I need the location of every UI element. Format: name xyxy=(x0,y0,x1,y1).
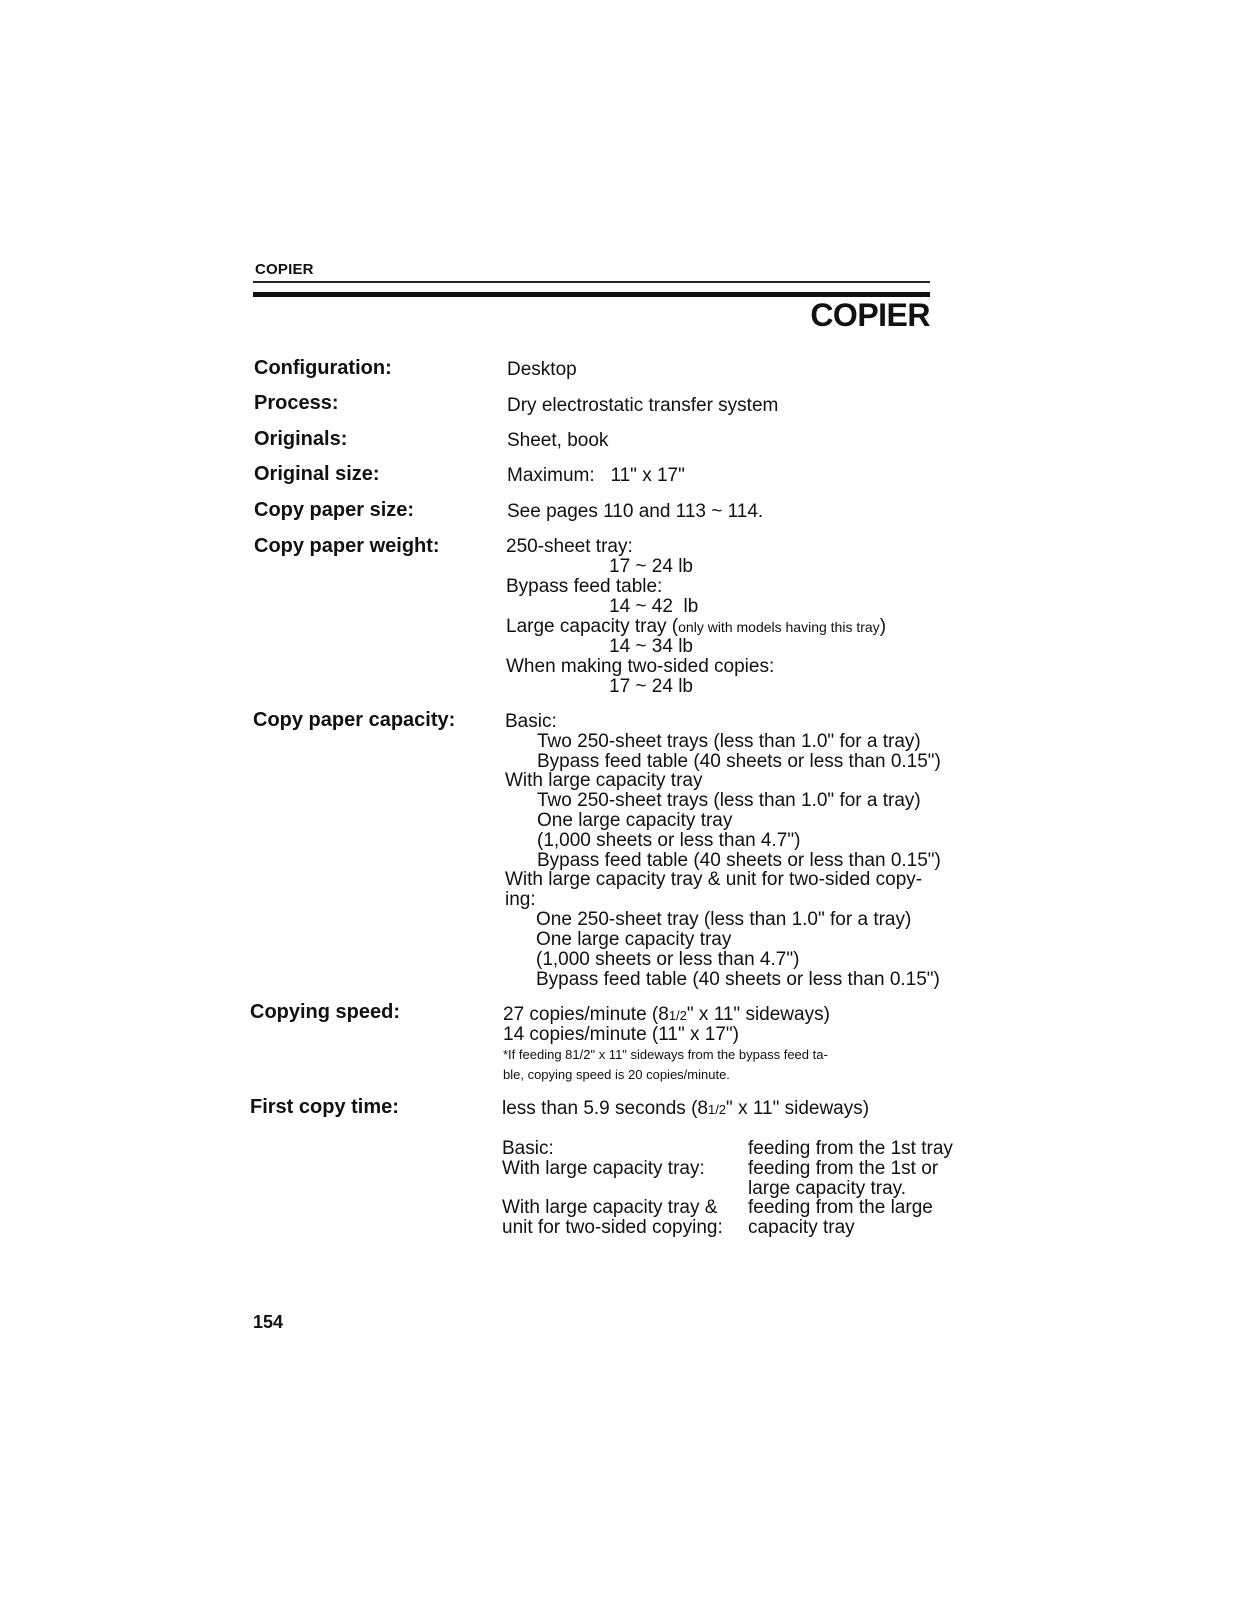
originals-value: Sheet, book xyxy=(507,430,609,451)
copying-speed-note-1 xyxy=(503,1045,828,1065)
capacity-line: One large capacity tray xyxy=(537,810,733,831)
copying-speed-line-1-b: " x 11" sideways) xyxy=(686,1004,830,1025)
running-head: COPIER xyxy=(255,261,314,278)
bypass-weight-value: 14 ~ 42 lb xyxy=(609,596,699,617)
capacity-line: Two 250-sheet trays (less than 1.0" for a tray) xyxy=(537,790,921,811)
large-weight-close: ) xyxy=(879,616,887,637)
first-copy-time-label: First copy time: xyxy=(250,1096,399,1118)
first-copy-time-value-b: " x 11" sideways) xyxy=(726,1098,870,1119)
first-copy-row-right: large capacity tray. xyxy=(748,1178,907,1199)
bypass-weight-heading: Bypass feed table: xyxy=(506,576,663,597)
capacity-line: (1,000 sheets or less than 4.7") xyxy=(537,830,801,851)
large-weight-heading xyxy=(506,617,886,637)
capacity-line: One large capacity tray xyxy=(536,929,732,950)
original-size-label: Original size: xyxy=(254,463,380,485)
copy-paper-capacity-label: Copy paper capacity: xyxy=(253,709,456,731)
fraction-half: 1/2 xyxy=(572,1047,591,1062)
first-copy-time-value-a: less than 5.9 seconds (8 xyxy=(502,1098,708,1119)
fraction-half: 1/2 xyxy=(707,1102,727,1117)
copy-paper-size-value: See pages 110 and 113 ~ 114. xyxy=(507,501,764,522)
page-number: 154 xyxy=(253,1312,284,1332)
header-rule-thin xyxy=(253,281,930,283)
tray-weight-heading: 250-sheet tray: xyxy=(506,536,633,557)
capacity-line: Bypass feed table (40 sheets or less than 0.15") xyxy=(537,850,941,871)
first-copy-row-right: feeding from the 1st or xyxy=(748,1158,939,1179)
copying-speed-label: Copying speed: xyxy=(250,1001,401,1023)
process-label: Process: xyxy=(254,392,339,414)
capacity-line: One 250-sheet tray (less than 1.0" for a tray) xyxy=(536,909,912,930)
capacity-line: With large capacity tray xyxy=(505,770,703,791)
capacity-line: ing: xyxy=(505,889,536,910)
capacity-line: (1,000 sheets or less than 4.7") xyxy=(536,949,800,970)
configuration-label: Configuration: xyxy=(254,357,392,379)
copying-speed-note-1-b: " x 11" sideways from the bypass feed ta- xyxy=(590,1047,828,1062)
copy-paper-weight-label: Copy paper weight: xyxy=(254,535,440,557)
capacity-line: With large capacity tray & unit for two-sided copy- xyxy=(505,869,923,890)
capacity-line: Basic: xyxy=(505,711,557,732)
large-weight-value: 14 ~ 34 lb xyxy=(609,636,693,657)
originals-label: Originals: xyxy=(254,428,348,450)
large-weight-note: only with models having this tray xyxy=(678,619,880,635)
copying-speed-note-2: ble, copying speed is 20 copies/minute. xyxy=(503,1067,730,1082)
first-copy-row-right: feeding from the large xyxy=(748,1197,933,1218)
duplex-weight-value: 17 ~ 24 lb xyxy=(609,676,693,697)
copying-speed-line-1 xyxy=(503,1005,830,1026)
copy-paper-size-label: Copy paper size: xyxy=(254,499,415,521)
process-value: Dry electrostatic transfer system xyxy=(507,395,779,416)
first-copy-row-right: feeding from the 1st tray xyxy=(748,1138,953,1159)
large-weight-heading-text: Large capacity tray ( xyxy=(506,616,679,637)
copying-speed-line-1-a: 27 copies/minute (8 xyxy=(503,1004,669,1025)
first-copy-row-right: capacity tray xyxy=(748,1217,855,1238)
first-copy-time-value xyxy=(502,1099,869,1120)
capacity-line: Bypass feed table (40 sheets or less than 0.15") xyxy=(537,751,941,772)
tray-weight-value: 17 ~ 24 lb xyxy=(609,556,693,577)
original-size-value: Maximum: 11" x 17" xyxy=(507,465,685,486)
first-copy-row-left: Basic: xyxy=(502,1138,554,1159)
capacity-line: Bypass feed table (40 sheets or less than 0.15") xyxy=(536,969,940,990)
first-copy-row-left: unit for two-sided copying: xyxy=(502,1217,723,1238)
page-title: COPIER xyxy=(810,297,930,333)
copying-speed-note-1-a: *If feeding 8 xyxy=(503,1047,573,1062)
copying-speed-line-2: 14 copies/minute (11" x 17") xyxy=(503,1024,739,1045)
duplex-weight-heading: When making two-sided copies: xyxy=(506,656,775,677)
capacity-line: Two 250-sheet trays (less than 1.0" for a tray) xyxy=(537,731,921,752)
first-copy-row-left: With large capacity tray & xyxy=(502,1197,718,1218)
configuration-value: Desktop xyxy=(507,359,577,380)
first-copy-row-left: With large capacity tray: xyxy=(502,1158,705,1179)
fraction-half: 1/2 xyxy=(668,1008,687,1023)
